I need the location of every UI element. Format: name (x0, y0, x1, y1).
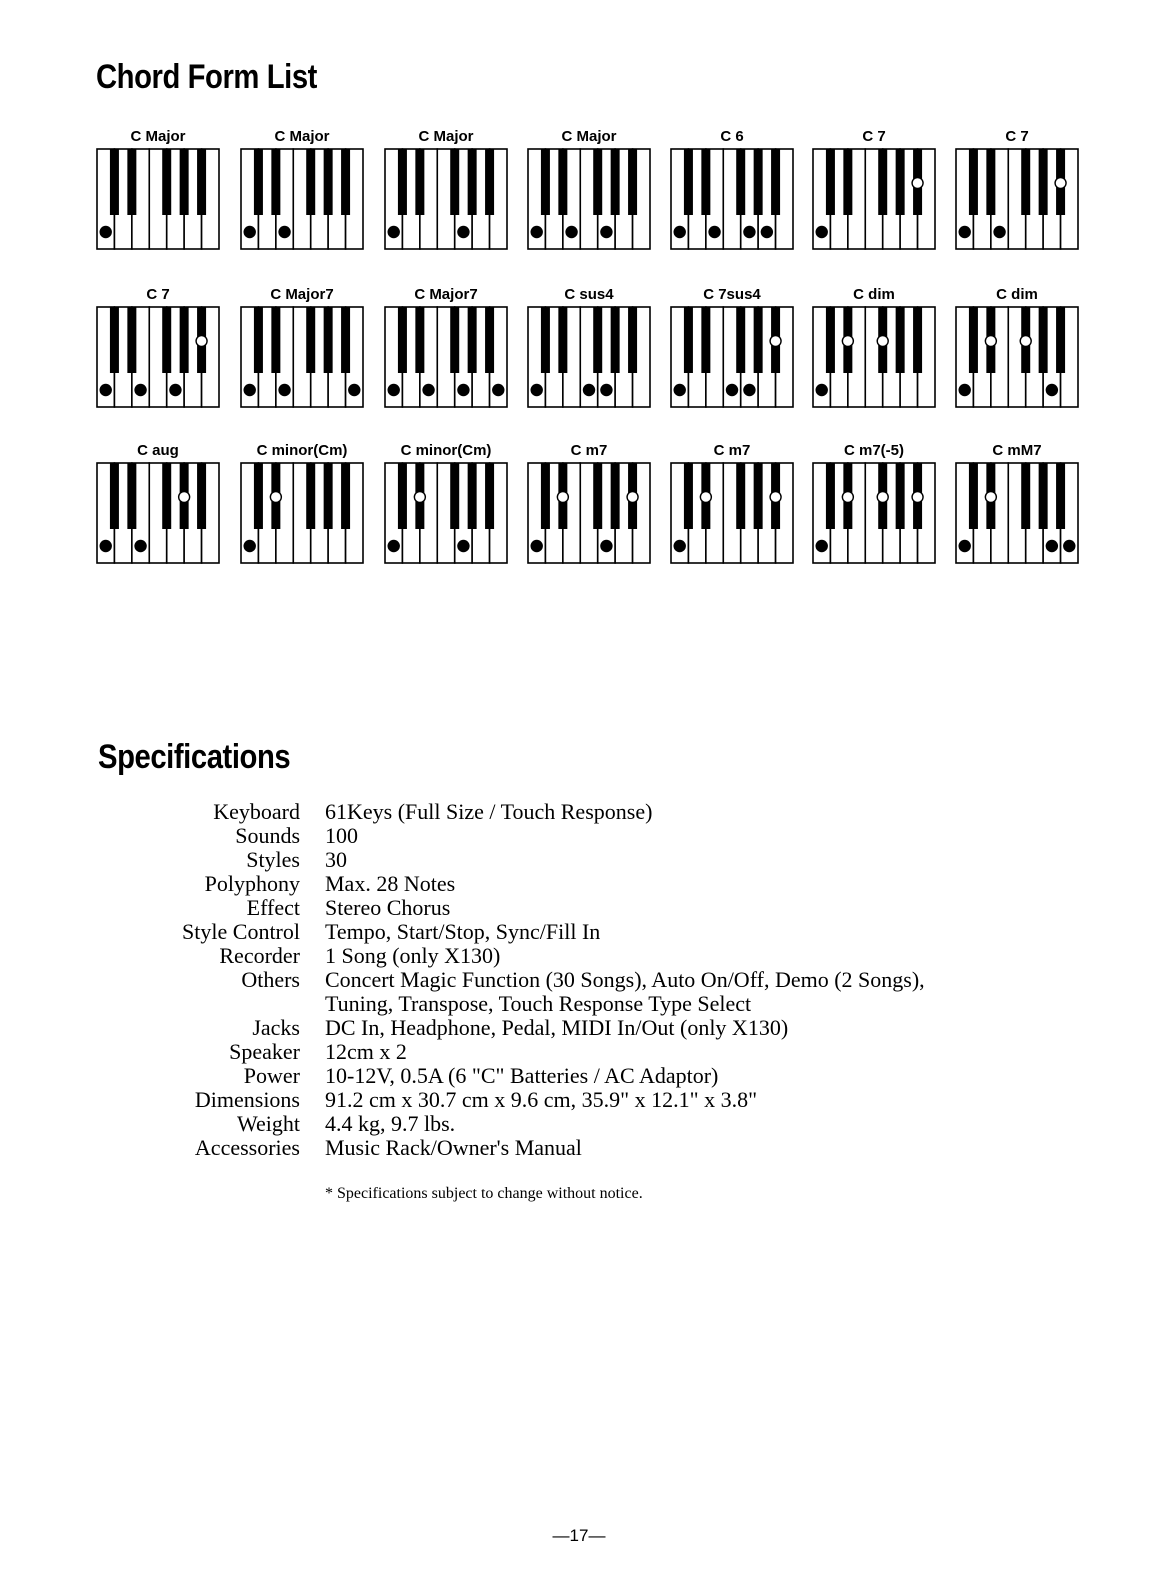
spec-row (0, 1040, 1158, 1064)
keyboard-diagram (96, 148, 220, 250)
note-dot (100, 385, 111, 396)
spec-label: Polyphony (204, 871, 300, 896)
note-dot (816, 227, 827, 238)
chord-name: C minor(Cm) (256, 442, 348, 459)
spec-label: Power (243, 1063, 300, 1088)
black-key (197, 149, 206, 215)
black-key (468, 149, 477, 215)
black-key (913, 307, 922, 373)
black-key (127, 463, 136, 529)
black-key (771, 149, 780, 215)
black-key (684, 149, 693, 215)
spec-label: Others (241, 967, 300, 992)
spec-value: Tuning, Transpose, Touch Response Type Select (325, 991, 752, 1016)
spec-row (0, 896, 1158, 920)
black-key (197, 463, 206, 529)
black-key (843, 149, 852, 215)
black-key (826, 307, 835, 373)
chord-name: C dim (996, 286, 1038, 303)
black-key (485, 463, 494, 529)
note-dot (244, 541, 255, 552)
chord-diagram (96, 442, 220, 564)
black-key (684, 463, 693, 529)
black-key (485, 149, 494, 215)
black-key (450, 149, 459, 215)
black-key (611, 307, 620, 373)
black-key (254, 149, 263, 215)
note-dot (584, 385, 595, 396)
note-dot (135, 541, 146, 552)
note-dot (700, 492, 711, 503)
chord-name: C Major7 (414, 286, 478, 303)
black-key (110, 307, 119, 373)
black-key (754, 307, 763, 373)
chord-name: C 7 (146, 286, 170, 303)
spec-value: 4.4 kg, 9.7 lbs. (325, 1111, 456, 1136)
chord-name: C Major (130, 128, 186, 145)
black-key (593, 463, 602, 529)
keyboard-diagram (955, 306, 1079, 408)
chord-diagram (812, 128, 936, 250)
black-key (271, 149, 280, 215)
black-key (1021, 149, 1030, 215)
black-key (127, 307, 136, 373)
black-key (468, 307, 477, 373)
chord-diagram (240, 442, 364, 564)
note-dot (100, 227, 111, 238)
spec-label: Jacks (252, 1015, 300, 1040)
note-dot (388, 227, 399, 238)
chord-name: C Major (561, 128, 617, 145)
keyboard-diagram (670, 148, 794, 250)
chord-form-list-title: Chord Form List (96, 58, 317, 96)
chord-name: C aug (137, 442, 179, 459)
spec-label (0, 992, 300, 1016)
chord-diagram (812, 442, 936, 564)
black-key (254, 307, 263, 373)
black-key (306, 149, 315, 215)
note-dot (674, 541, 685, 552)
note-dot (349, 385, 360, 396)
note-dot (493, 385, 504, 396)
chord-diagram (240, 286, 364, 408)
black-key (341, 149, 350, 215)
black-key (628, 307, 637, 373)
black-key (969, 307, 978, 373)
chord-name: C mM7 (992, 442, 1042, 459)
chord-name: C 7sus4 (703, 286, 761, 303)
spec-value: 30 (325, 847, 347, 872)
chord-name: C m7(-5) (843, 442, 904, 459)
spec-label: Keyboard (213, 799, 300, 824)
chord-name: C Major (418, 128, 474, 145)
keyboard-diagram (240, 148, 364, 250)
chord-diagram (384, 442, 508, 564)
note-dot (458, 227, 469, 238)
keyboard-diagram (955, 148, 1079, 250)
chord-name: C minor(Cm) (400, 442, 492, 459)
note-dot (912, 492, 923, 503)
spec-row (0, 1136, 1158, 1160)
note-dot (1046, 541, 1057, 552)
note-dot (877, 336, 888, 347)
note-dot (1055, 178, 1066, 189)
spec-row (0, 920, 1158, 944)
note-dot (531, 541, 542, 552)
note-dot (423, 385, 434, 396)
spec-value: 10-12V, 0.5A (6 "C" Batteries / AC Adaptor) (325, 1063, 719, 1088)
chord-diagram (955, 128, 1079, 250)
black-key (896, 307, 905, 373)
chord-name: C m7 (570, 442, 608, 459)
spec-value: 12cm x 2 (325, 1039, 407, 1064)
note-dot (279, 227, 290, 238)
spec-row (0, 1064, 1158, 1088)
note-dot (959, 541, 970, 552)
chord-diagram (955, 442, 1079, 564)
black-key (684, 307, 693, 373)
spec-value: Music Rack/Owner's Manual (325, 1135, 582, 1160)
note-dot (135, 385, 146, 396)
keyboard-diagram (812, 148, 936, 250)
black-key (826, 463, 835, 529)
chord-name: C sus4 (564, 286, 614, 303)
black-key (736, 463, 745, 529)
keyboard-diagram (527, 462, 651, 564)
black-key (450, 463, 459, 529)
black-key (324, 463, 333, 529)
chord-diagram (96, 286, 220, 408)
note-dot (959, 227, 970, 238)
chord-diagram-grid (0, 0, 1158, 600)
chord-name: C 6 (720, 128, 744, 145)
chord-name: C Major7 (270, 286, 334, 303)
chord-diagram (670, 442, 794, 564)
note-dot (912, 178, 923, 189)
note-dot (627, 492, 638, 503)
spec-label: Speaker (229, 1039, 300, 1064)
keyboard-diagram (812, 462, 936, 564)
black-key (415, 307, 424, 373)
note-dot (100, 541, 111, 552)
chord-name: C 7 (1005, 128, 1029, 145)
note-dot (842, 492, 853, 503)
black-key (736, 307, 745, 373)
keyboard-diagram (670, 306, 794, 408)
specifications-note: * Specifications subject to change without notice. (325, 1185, 643, 1202)
note-dot (270, 492, 281, 503)
black-key (341, 307, 350, 373)
note-dot (994, 227, 1005, 238)
black-key (341, 463, 350, 529)
note-dot (244, 385, 255, 396)
black-key (1039, 149, 1048, 215)
black-key (878, 149, 887, 215)
black-key (1039, 463, 1048, 529)
black-key (324, 149, 333, 215)
black-key (541, 307, 550, 373)
black-key (969, 149, 978, 215)
note-dot (842, 336, 853, 347)
keyboard-diagram (96, 462, 220, 564)
note-dot (458, 541, 469, 552)
keyboard-diagram (384, 462, 508, 564)
black-key (593, 307, 602, 373)
black-key (754, 463, 763, 529)
spec-label: Dimensions (194, 1087, 300, 1112)
note-dot (244, 227, 255, 238)
note-dot (458, 385, 469, 396)
spec-row (0, 1088, 1158, 1112)
keyboard-diagram (527, 148, 651, 250)
spec-value: DC In, Headphone, Pedal, MIDI In/Out (only X130) (325, 1015, 789, 1040)
chord-name: C Major (274, 128, 330, 145)
note-dot (770, 336, 781, 347)
chord-name: C dim (853, 286, 895, 303)
spec-row (0, 824, 1158, 848)
black-key (701, 149, 710, 215)
note-dot (170, 385, 181, 396)
black-key (485, 307, 494, 373)
black-key (736, 149, 745, 215)
black-key (162, 307, 171, 373)
black-key (969, 463, 978, 529)
spec-label: Effect (246, 895, 300, 920)
black-key (558, 149, 567, 215)
spec-value: 1 Song (only X130) (325, 943, 501, 968)
note-dot (557, 492, 568, 503)
spec-value: Stereo Chorus (325, 895, 451, 920)
spec-row (0, 800, 1158, 824)
note-dot (196, 336, 207, 347)
note-dot (816, 541, 827, 552)
note-dot (388, 385, 399, 396)
note-dot (531, 385, 542, 396)
spec-row (0, 1112, 1158, 1136)
note-dot (601, 541, 612, 552)
page-number: —17— (552, 1526, 606, 1545)
black-key (611, 149, 620, 215)
black-key (986, 149, 995, 215)
black-key (826, 149, 835, 215)
black-key (541, 149, 550, 215)
specifications-table (0, 800, 1158, 1160)
spec-label: Accessories (194, 1135, 300, 1160)
spec-value: 91.2 cm x 30.7 cm x 9.6 cm, 35.9" x 12.1" x 3.8" (325, 1087, 758, 1112)
spec-value: 61Keys (Full Size / Touch Response) (325, 799, 653, 824)
black-key (398, 307, 407, 373)
spec-label: Weight (237, 1111, 300, 1136)
keyboard-diagram (527, 306, 651, 408)
black-key (180, 149, 189, 215)
spec-row (0, 968, 1158, 992)
note-dot (531, 227, 542, 238)
note-dot (744, 385, 755, 396)
spec-row (0, 992, 1158, 1016)
note-dot (1064, 541, 1075, 552)
chord-diagram (670, 128, 794, 250)
chord-diagram (812, 286, 936, 408)
spec-label: Recorder (219, 943, 300, 968)
note-dot (985, 492, 996, 503)
note-dot (179, 492, 190, 503)
black-key (271, 307, 280, 373)
black-key (1056, 463, 1065, 529)
black-key (254, 463, 263, 529)
chord-name: C m7 (713, 442, 751, 459)
black-key (1056, 307, 1065, 373)
chord-diagram (384, 128, 508, 250)
black-key (306, 463, 315, 529)
keyboard-diagram (384, 306, 508, 408)
note-dot (566, 227, 577, 238)
note-dot (1046, 385, 1057, 396)
black-key (306, 307, 315, 373)
chord-diagram (670, 286, 794, 408)
black-key (593, 149, 602, 215)
chord-diagram (955, 286, 1079, 408)
black-key (896, 463, 905, 529)
keyboard-diagram (812, 306, 936, 408)
spec-value: Max. 28 Notes (325, 871, 456, 896)
note-dot (959, 385, 970, 396)
spec-row (0, 872, 1158, 896)
black-key (162, 463, 171, 529)
note-dot (877, 492, 888, 503)
black-key (558, 307, 567, 373)
black-key (398, 149, 407, 215)
note-dot (727, 385, 738, 396)
black-key (127, 149, 136, 215)
black-key (541, 463, 550, 529)
black-key (1039, 307, 1048, 373)
note-dot (414, 492, 425, 503)
black-key (701, 307, 710, 373)
spec-value: Concert Magic Function (30 Songs), Auto On/Off, Demo (2 Songs), (325, 967, 925, 992)
chord-name: C 7 (862, 128, 886, 145)
black-key (611, 463, 620, 529)
note-dot (674, 385, 685, 396)
chord-diagram (527, 128, 651, 250)
black-key (324, 307, 333, 373)
note-dot (601, 385, 612, 396)
black-key (398, 463, 407, 529)
keyboard-diagram (240, 306, 364, 408)
chord-diagram (96, 128, 220, 250)
note-dot (1020, 336, 1031, 347)
spec-label: Style Control (182, 919, 300, 944)
keyboard-diagram (670, 462, 794, 564)
spec-label: Styles (246, 847, 300, 872)
black-key (754, 149, 763, 215)
black-key (450, 307, 459, 373)
black-key (628, 149, 637, 215)
chord-diagram (240, 128, 364, 250)
note-dot (744, 227, 755, 238)
keyboard-diagram (955, 462, 1079, 564)
black-key (415, 149, 424, 215)
keyboard-diagram (384, 148, 508, 250)
note-dot (279, 385, 290, 396)
chord-diagram (527, 442, 651, 564)
note-dot (709, 227, 720, 238)
spec-row (0, 848, 1158, 872)
note-dot (674, 227, 685, 238)
chord-diagram (384, 286, 508, 408)
note-dot (770, 492, 781, 503)
keyboard-diagram (96, 306, 220, 408)
spec-row (0, 1016, 1158, 1040)
note-dot (816, 385, 827, 396)
note-dot (761, 227, 772, 238)
black-key (468, 463, 477, 529)
black-key (110, 149, 119, 215)
black-key (1021, 463, 1030, 529)
spec-row (0, 944, 1158, 968)
spec-value: Tempo, Start/Stop, Sync/Fill In (325, 919, 601, 944)
spec-label: Sounds (235, 823, 300, 848)
black-key (896, 149, 905, 215)
keyboard-diagram (240, 462, 364, 564)
note-dot (985, 336, 996, 347)
black-key (162, 149, 171, 215)
note-dot (601, 227, 612, 238)
black-key (180, 307, 189, 373)
spec-value: 100 (325, 823, 358, 848)
black-key (110, 463, 119, 529)
chord-diagram (527, 286, 651, 408)
specifications-title: Specifications (98, 738, 291, 776)
note-dot (388, 541, 399, 552)
